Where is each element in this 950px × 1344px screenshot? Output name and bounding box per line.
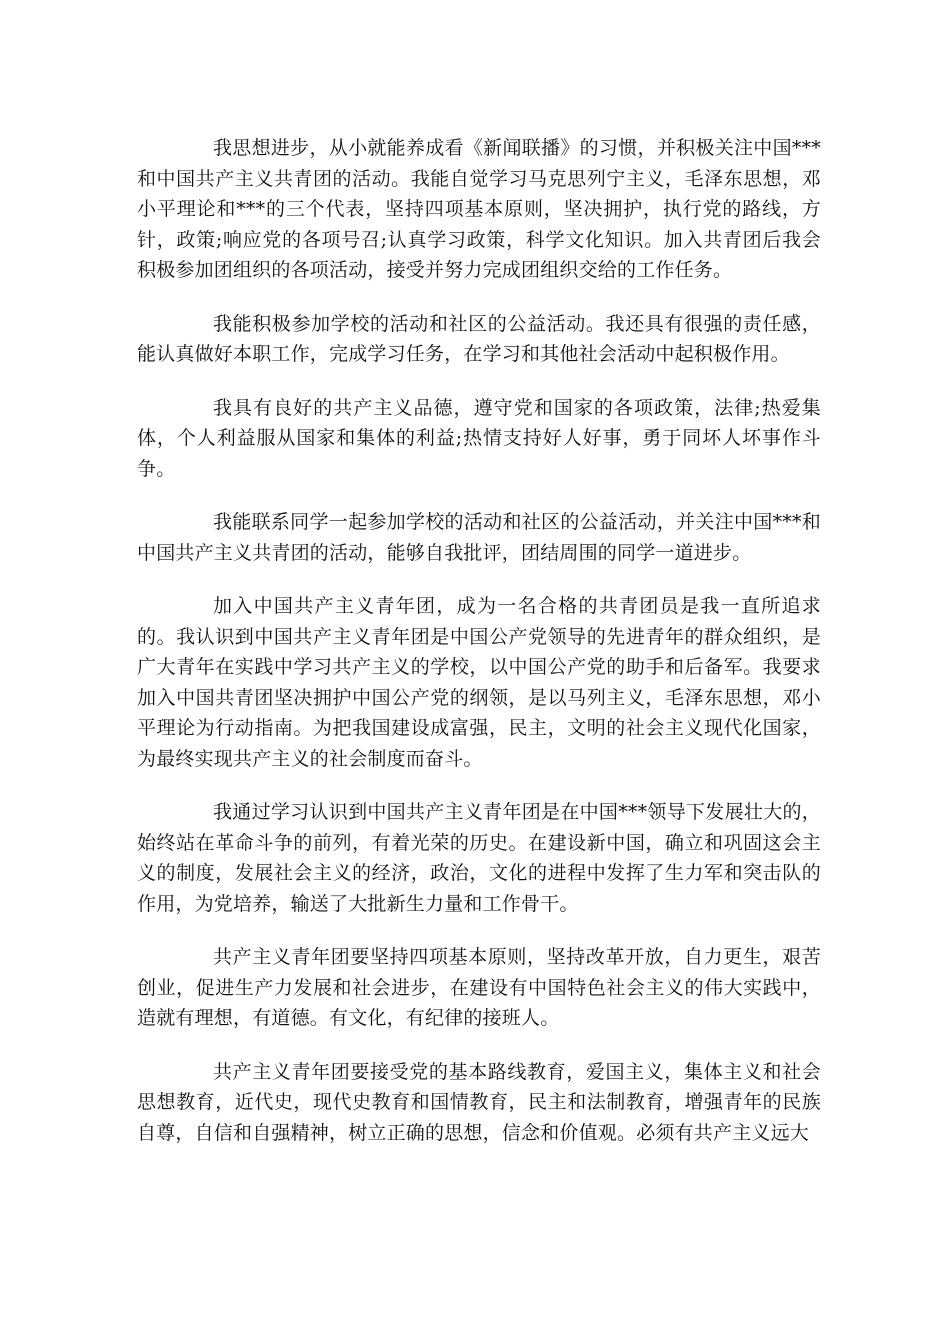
- paragraph-6: 我通过学习认识到中国共产主义青年团是在中国***领导下发展壮大的，始终站在革命斗争的前列，有着光荣的历史。在建设新中国，确立和巩固这会主义的制度，发展社会主义的经济，政治，文化的进程中发挥了生力军和突击队的作用，为党培养，输送了大批新生力量和工作骨干。: [137, 801, 821, 915]
- paragraph-2: 我能积极参加学校的活动和社区的公益活动。我还具有很强的责任感，能认真做好本职工作，完成学习任务，在学习和其他社会活动中起积极作用。: [137, 312, 821, 365]
- paragraph-3: 我具有良好的共产主义品德，遵守党和国家的各项政策，法律;热爱集体，个人利益服从国家和集体的利益;热情支持好人好事，勇于同坏人坏事作斗争。: [137, 396, 821, 480]
- paragraph-1: 我思想进步，从小就能养成看《新闻联播》的习惯，并积极关注中国***和中国共产主义共青团的活动。我能自觉学习马克思列宁主义，毛泽东思想，邓小平理论和***的三个代表，坚持四项基本原则，坚决拥护，执行党的路线，方针，政策;响应党的各项号召;认真学习政策，科学文化知识。加入共青团后我会积极参加团组织的各项活动，接受并努力完成团组织交给的工作任务。: [137, 137, 821, 281]
- paragraph-8: 共产主义青年团要接受党的基本路线教育，爱国主义，集体主义和社会思想教育，近代史，现代史教育和国情教育，民主和法制教育，增强青年的民族自尊，自信和自强精神，树立正确的思想，信念和价值观。必须有共产主义远大: [137, 1060, 821, 1144]
- paragraph-4: 我能联系同学一起参加学校的活动和社区的公益活动，并关注中国***和中国共产主义共青团的活动，能够自我批评，团结周围的同学一道进步。: [137, 511, 821, 564]
- paragraph-5: 加入中国共产主义青年团，成为一名合格的共青团员是我一直所追求的。我认识到中国共产主义青年团是中国公产党领导的先进青年的群众组织，是广大青年在实践中学习共产主义的学校，以中国公产党的助手和后备军。我要求加入中国共青团坚决拥护中国公产党的纲领，是以马列主义，毛泽东思想，邓小平理论为行动指南。为把我国建设成富强，民主，文明的社会主义现代化国家，为最终实现共产主义的社会制度而奋斗。: [137, 595, 821, 770]
- document-body: [137, 133, 821, 1148]
- paragraph-7: 共产主义青年团要坚持四项基本原则，坚持改革开放，自力更生，艰苦创业，促进生产力发展和社会进步，在建设有中国特色社会主义的伟大实践中，造就有理想，有道德。有文化，有纪律的接班人。: [137, 946, 821, 1029]
